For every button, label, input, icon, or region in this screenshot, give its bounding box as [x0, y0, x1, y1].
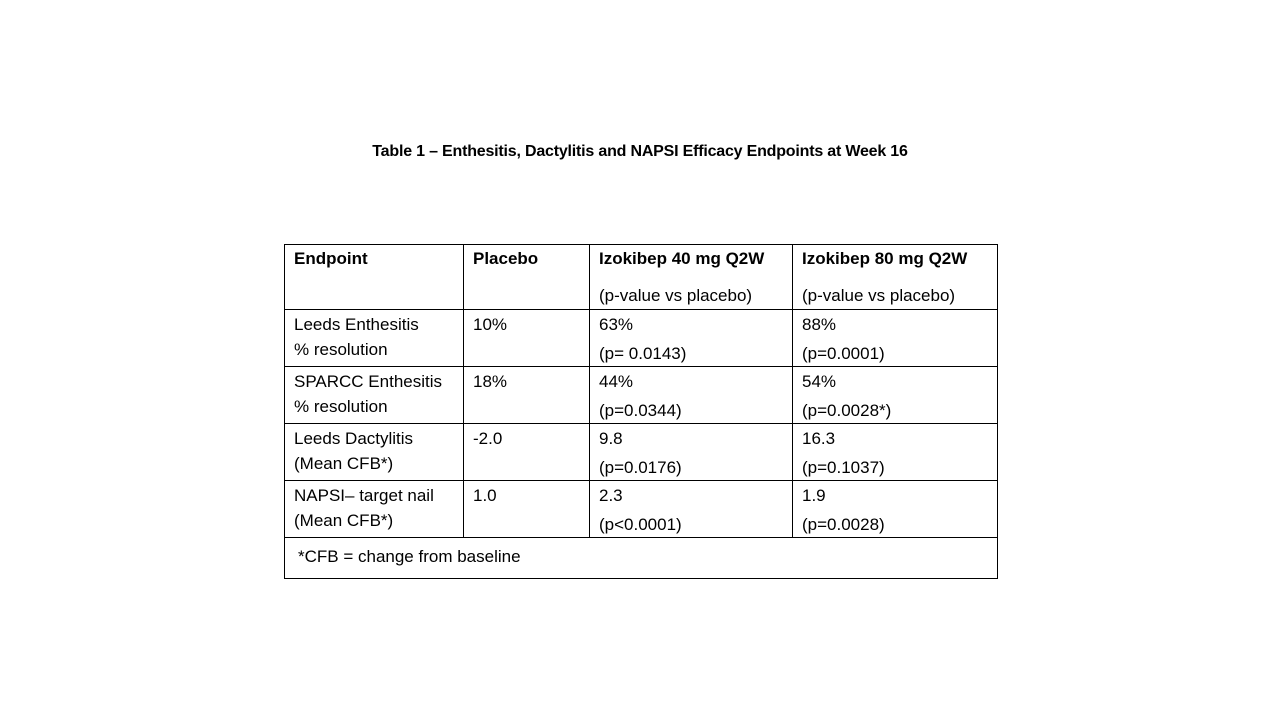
result-value: 16.3: [802, 429, 836, 448]
placebo-value: -2.0: [473, 429, 503, 448]
izokibep-80-cell: [793, 481, 998, 538]
result-value: 44%: [599, 372, 634, 391]
result-value: 1.9: [802, 486, 826, 505]
izokibep-80-cell: [793, 310, 998, 367]
table-row: [285, 367, 998, 424]
placebo-cell: [464, 310, 590, 367]
izokibep-40-cell: [590, 310, 793, 367]
table-row: [285, 424, 998, 481]
placebo-value: 18%: [473, 372, 508, 391]
endpoint-measure: (Mean CFB*): [294, 511, 394, 530]
header-label: Izokibep 80 mg Q2W: [802, 249, 968, 268]
p-value: (p=0.0176): [599, 458, 682, 477]
p-value: (p= 0.0143): [599, 344, 687, 363]
result-value: 63%: [599, 315, 634, 334]
endpoint-name: Leeds Enthesitis: [294, 315, 419, 334]
header-izokibep-80: [793, 245, 998, 310]
endpoint-measure: % resolution: [294, 397, 388, 416]
result-value: 2.3: [599, 486, 623, 505]
table-title: Table 1 – Enthesitis, Dactylitis and NAPSI Efficacy Endpoints at Week 16: [372, 143, 908, 160]
placebo-cell: [464, 424, 590, 481]
endpoint-measure: (Mean CFB*): [294, 454, 394, 473]
endpoint-cell: [285, 424, 464, 481]
p-value: (p=0.0028*): [802, 401, 892, 420]
izokibep-80-cell: [793, 367, 998, 424]
endpoint-name: NAPSI– target nail: [294, 486, 434, 505]
table-row: [285, 481, 998, 538]
header-endpoint: [285, 245, 464, 310]
efficacy-table: [284, 244, 998, 579]
table-header-row: [285, 245, 998, 310]
result-value: 54%: [802, 372, 837, 391]
izokibep-40-cell: [590, 367, 793, 424]
header-label: Izokibep 40 mg Q2W: [599, 249, 765, 268]
endpoint-name: Leeds Dactylitis: [294, 429, 414, 448]
footnote: *CFB = change from baseline: [285, 538, 998, 579]
placebo-cell: [464, 367, 590, 424]
header-label: Placebo: [473, 249, 539, 268]
endpoint-cell: [285, 367, 464, 424]
p-value: (p=0.1037): [802, 458, 885, 477]
endpoint-name: SPARCC Enthesitis: [294, 372, 443, 391]
izokibep-40-cell: [590, 481, 793, 538]
endpoint-cell: [285, 310, 464, 367]
p-value: (p=0.0344): [599, 401, 682, 420]
header-sublabel: (p-value vs placebo): [599, 286, 753, 305]
header-label: Endpoint: [294, 249, 368, 268]
header-sublabel: (p-value vs placebo): [802, 286, 956, 305]
placebo-value: 1.0: [473, 486, 497, 505]
p-value: (p=0.0001): [802, 344, 885, 363]
endpoint-measure: % resolution: [294, 340, 388, 359]
table-row: [285, 310, 998, 367]
endpoint-cell: [285, 481, 464, 538]
p-value: (p<0.0001): [599, 515, 682, 534]
footnote-row: [285, 538, 998, 579]
izokibep-40-cell: [590, 424, 793, 481]
izokibep-80-cell: [793, 424, 998, 481]
placebo-value: 10%: [473, 315, 508, 334]
result-value: 9.8: [599, 429, 623, 448]
result-value: 88%: [802, 315, 837, 334]
header-izokibep-40: [590, 245, 793, 310]
p-value: (p=0.0028): [802, 515, 885, 534]
header-placebo: [464, 245, 590, 310]
placebo-cell: [464, 481, 590, 538]
